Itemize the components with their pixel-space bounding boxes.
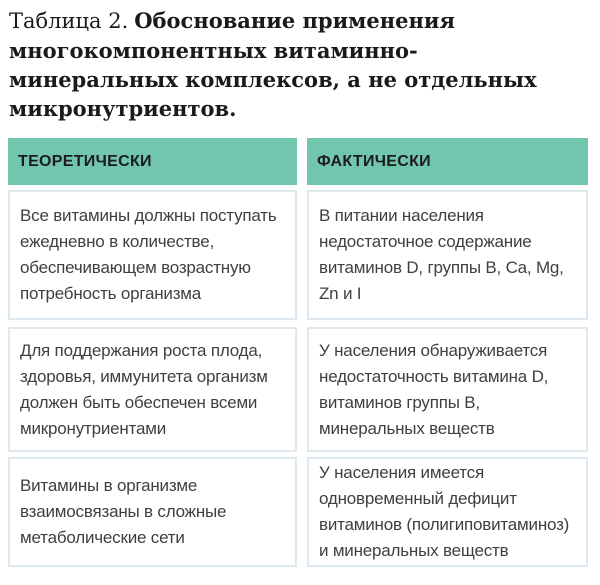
cell-actual: У населения имеется одновременный дефицит витаминов (полигиповитаминоз) и минеральных веществ — [307, 457, 588, 567]
table-caption — [9, 6, 593, 123]
table-header-row — [8, 138, 588, 185]
column-header-actual: ФАКТИЧЕСКИ — [307, 138, 588, 185]
cell-actual: У населения обнаруживается недостаточность витамина D, витаминов группы B, минеральных веществ — [307, 327, 588, 452]
table-row — [8, 190, 588, 320]
table-row — [8, 327, 588, 452]
table-row — [8, 457, 588, 567]
table-heading-line: микронутриентов. — [9, 96, 237, 121]
table-caption-line — [9, 6, 593, 36]
table-heading-line: Обоснование применения — [134, 8, 455, 33]
cell-theoretical: Все витамины должны поступать ежедневно в количестве, обеспечивающем возрастную потребность организма — [8, 190, 297, 320]
cell-theoretical: Витамины в организме взаимосвязаны в сложные метаболические сети — [8, 457, 297, 567]
comparison-table — [8, 138, 588, 567]
cell-actual: В питании населения недостаточное содержание витаминов D, группы B, Ca, Mg, Zn и I — [307, 190, 588, 320]
table-heading-line: многокомпонентных витаминно- — [9, 38, 418, 63]
column-header-theoretical: ТЕОРЕТИЧЕСКИ — [8, 138, 297, 185]
table-number-label: Таблица 2. — [9, 9, 129, 33]
cell-theoretical: Для поддержания роста плода, здоровья, иммунитета организм должен быть обеспечен всеми микронутриентами — [8, 327, 297, 452]
table-heading-line: минеральных комплексов, а не отдельных — [9, 67, 537, 92]
